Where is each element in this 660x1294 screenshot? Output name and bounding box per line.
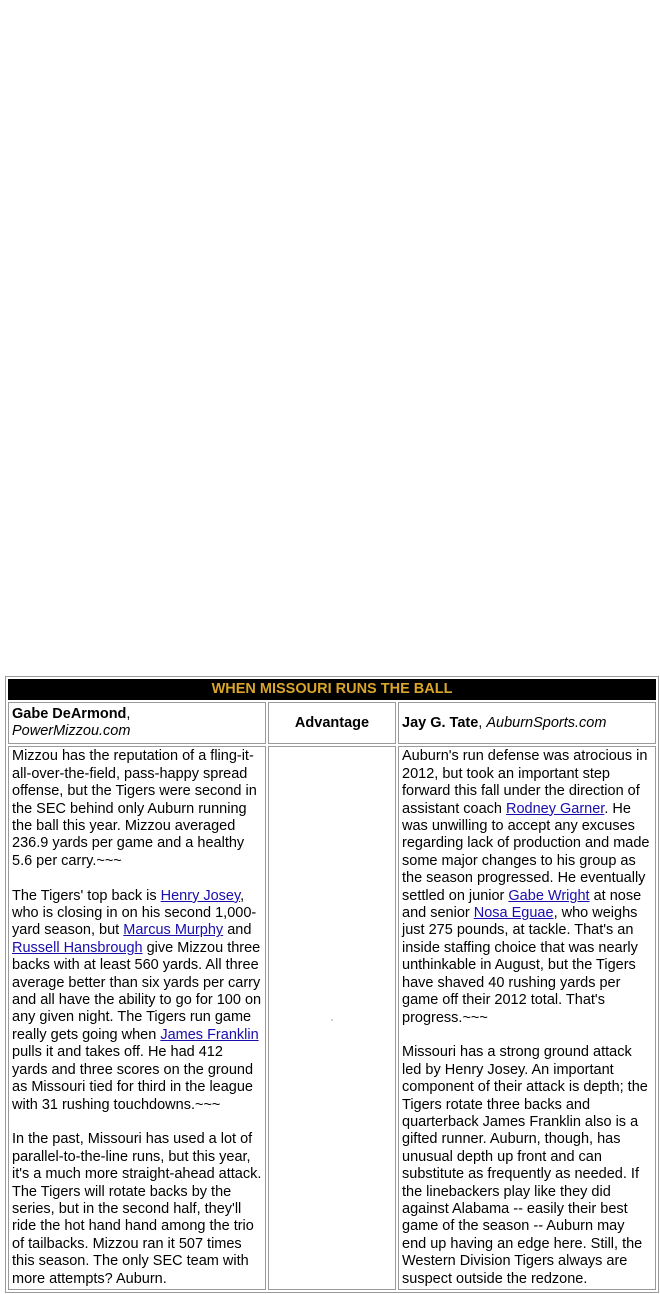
body-text: give Mizzou three backs with at least 560 yards. All three average better than six yards per carry and all have the ability to go for 100 on any given night. The Tigers run game really gets going when	[12, 939, 262, 1043]
advantage-placeholder-icon	[331, 1019, 333, 1021]
left-paragraph	[12, 888, 262, 1114]
right-writer-separator: ,	[478, 714, 487, 731]
player-link[interactable]: Russell Hansbrough	[12, 939, 143, 956]
player-link[interactable]: James Franklin	[160, 1026, 259, 1043]
comparison-section	[5, 676, 655, 1293]
player-link[interactable]: Nosa Eguae	[473, 905, 554, 922]
right-writer-name: Jay G. Tate	[402, 714, 479, 731]
comparison-table	[5, 676, 659, 1293]
body-text: Mizzou has the reputation of a fling-it-all-over-the-field, pass-happy spread offense, but the Tigers were second in the SEC behind only Auburn running the ball this year. Mizzou averaged 236.9 yards per game and a healthy 5.6 per carry.~~~	[12, 748, 257, 869]
advantage-header: Advantage	[268, 702, 396, 744]
left-paragraph	[12, 748, 262, 870]
right-paragraph	[402, 1044, 652, 1288]
body-text: In the past, Missouri has used a lot of parallel-to-the-line runs, but this year, it's a much more straight-ahead attack. The Tigers will rotate backs by the series, but in the second half, they'll ride the hot hand hand among the trio of tailbacks. Mizzou ran it 507 times this season. The only SEC team with more attempts? Auburn.	[12, 1131, 262, 1287]
left-paragraph	[12, 1131, 262, 1288]
body-text: The Tigers' top back is	[12, 887, 161, 904]
body-text: . He was unwilling to accept any excuses regarding lack of production and made some major changes to his group as the season progressed. He eventually settled on junior	[402, 800, 650, 904]
body-text: pulls it and takes off. He had 412 yards and three scores on the ground as Missouri tied for third in the league with 31 rushing touchdowns.~~~	[12, 1044, 254, 1113]
player-link[interactable]: Gabe Wright	[508, 887, 590, 904]
body-text: and	[223, 922, 252, 939]
table-title: WHEN MISSOURI RUNS THE BALL	[8, 679, 656, 700]
body-text: , who weighs just 275 pounds, at tackle. That's an inside staffing choice that was nearly unthinkable in August, but the Tigers have shaved 40 rushing yards per game off their 2012 total. That's progress.~~~	[402, 905, 638, 1026]
right-writer-header	[398, 702, 656, 744]
advantage-cell	[268, 746, 396, 1290]
body-text: at nose and senior	[402, 887, 642, 922]
right-analysis	[398, 746, 656, 1290]
player-link[interactable]: Rodney Garner	[505, 800, 605, 817]
player-link[interactable]: Marcus Murphy	[123, 922, 224, 939]
left-writer-header	[8, 702, 266, 744]
right-paragraph	[402, 748, 652, 1027]
left-analysis	[8, 746, 266, 1290]
player-link[interactable]: Henry Josey	[160, 887, 241, 904]
body-text: Auburn's run defense was atrocious in 2012, but took an important step forward this fall under the direction of assistant coach	[402, 748, 648, 817]
left-writer-separator: ,	[126, 706, 131, 722]
left-writer-name: Gabe DeArmond	[12, 706, 127, 722]
left-writer-affiliation: PowerMizzou.com	[12, 723, 131, 740]
right-writer-affiliation: AuburnSports.com	[486, 714, 607, 731]
body-text: Missouri has a strong ground attack led by Henry Josey. An important component of their attack is depth; the Tigers rotate three backs and quarterback James Franklin also is a gifted runner. Auburn, though, has unusual depth up front and can substitute as frequently as needed. If the linebackers play like they did against Alabama -- easily their best game of the season -- Auburn may end up having an edge here. Still, the Western Division Tigers always are suspect outside the redzone.	[402, 1044, 648, 1287]
body-text: , who is closing in on his second 1,000-yard season, but	[12, 887, 257, 939]
